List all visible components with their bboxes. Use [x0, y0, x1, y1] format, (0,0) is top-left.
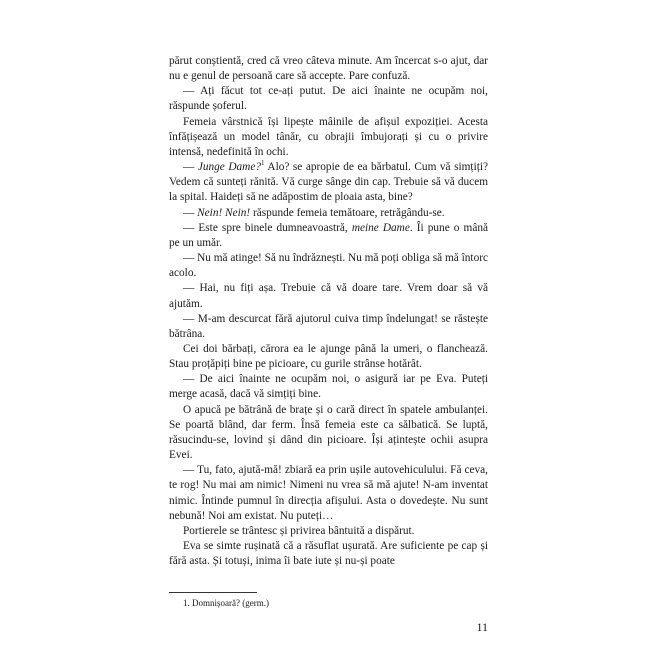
paragraph-text: Alo? se apropie de ea bărbatul. Cum vă simțiți? Vedem că sunteți rănită. Vă curge sânge din cap. Trebuie să vă ducem la spital. Haideți să ne adăpostim de ploaia asta, bine?: [169, 161, 488, 204]
footnote: 1. Domnișoară? (germ.): [183, 598, 269, 608]
paragraph-text: . Îi pune o mână pe un umăr.: [169, 221, 488, 249]
paragraph: — Nein! Nein! răspunde femeia temătoare, retrăgându-se.: [183, 206, 445, 219]
paragraph: Portierele se trântesc și privirea bântuită a dispărut.: [183, 524, 415, 537]
paragraph: — De aici înainte ne ocupăm noi, o asigură iar pe Eva. Puteți merge acasă, dacă vă simțiți bine.: [169, 373, 488, 401]
paragraph: părut conștientă, cred că vreo câteva minute. Am încercat s-o ajut, dar nu e genul de persoană care să accepte. Pare confuză.: [169, 55, 488, 83]
paragraph: — Tu, fato, ajută-mă! zbiară ea prin ușile autovehiculului. Fă ceva, te rog! Nu mai am nimic! Nimeni nu vrea să mă ajute! N-am inventat nimic. Întinde pumnul în direcția afișului. Asta o dovedește. Nu sunt nebună! Noi am existat. Nu puteți…: [169, 464, 488, 522]
footnote-ref: 1: [260, 159, 265, 168]
page-body: [169, 54, 488, 569]
page-number: 11: [476, 620, 488, 634]
paragraph-text: — Este spre binele dumneavoastră,: [183, 221, 348, 234]
paragraph: O apucă pe bătrână de brațe și o cară direct în spatele ambulanței. Se poartă blând, dar ferm. Însă femeia este ca sălbatică. Se luptă, răsucindu-se, lovind și dând din picioare. Își ațintește ochii asupra Evei.: [169, 403, 488, 462]
paragraph: — Junge Dame?$^1$ Alo? se apropie de ea bărbatul. Cum vă simțiți? Vedem că sunteți rănită. Vă curge sânge din cap. Trebuie să vă ducem la spital. Haideți să ne adăpostim de ploaia asta, bine?: [169, 159, 488, 204]
paragraph: [169, 221, 488, 251]
paragraph: Eva se simte rușinată că a răsuflat ușurată. Are suficiente pe cap și fără asta. Și totuși, inima îi bate iute și nu-și poate: [169, 540, 488, 568]
footnote-divider: [169, 592, 257, 593]
paragraph: Cei doi bărbați, cărora ea le ajunge până la umeri, o flanchează. Stau proțăpiți bine pe picioare, cu gurile strânse hotărât.: [169, 342, 488, 371]
italic-phrase: meine Dame: [351, 221, 410, 234]
paragraph: — Hai, nu fiți așa. Trebuie că vă doare tare. Vrem doar să vă ajutăm.: [169, 282, 488, 310]
paragraph: — Ați făcut tot ce-ați putut. De aici înainte ne ocupăm noi, răspunde șoferul.: [169, 85, 488, 113]
italic-phrase: Junge Dame?: [197, 161, 261, 174]
paragraph-text: răspunde femeia temătoare, retrăgându-se.: [252, 206, 445, 219]
italic-phrase: Nein! Nein!: [197, 206, 251, 219]
paragraph: — M-am descurcat fără ajutorul cuiva timp îndelungat! se răstește bătrâna.: [169, 312, 488, 340]
paragraph: Femeia vârstnică își lipește mâinile de afișul expoziției. Acesta înfățișează un model tânăr, cu obrajii îmbujorați și cu o privire intensă, nedefinită în ochi.: [169, 115, 488, 158]
paragraph: — Nu mă atinge! Să nu îndrăznești. Nu mă poți obliga să mă întorc acolo.: [169, 252, 488, 280]
